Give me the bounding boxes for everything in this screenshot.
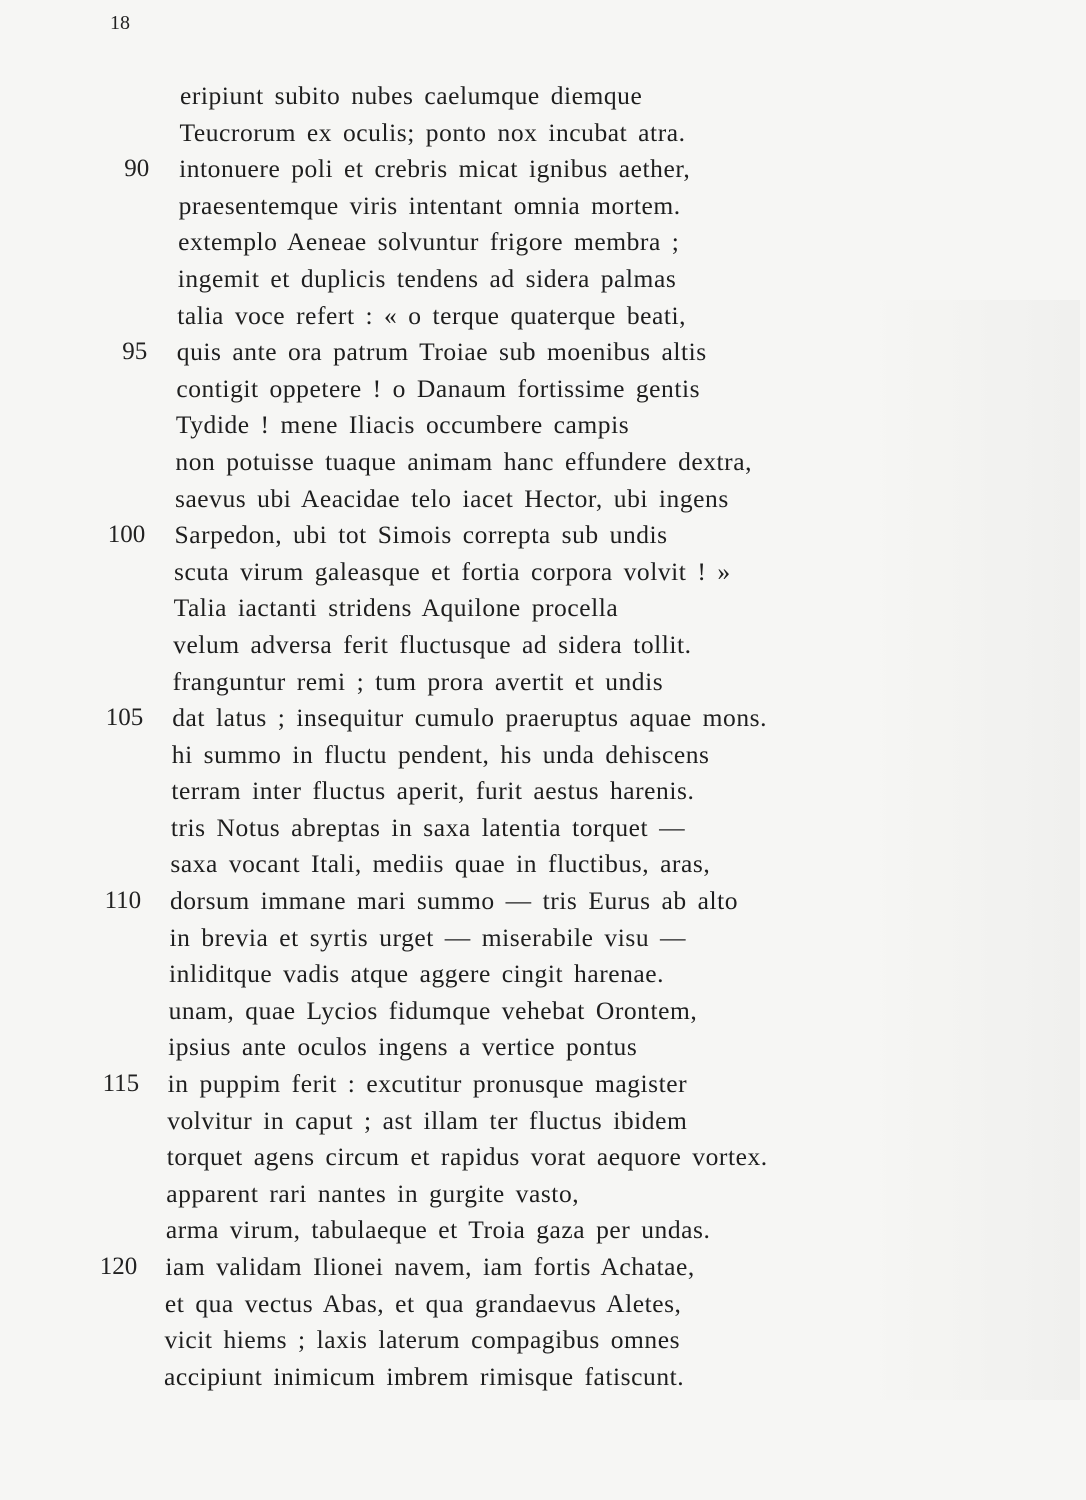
line-text: vicit hiems ; laxis laterum compagibus omnes (164, 1325, 681, 1355)
verse-line (0, 664, 1086, 701)
line-text: unam, quae Lycios fidumque vehebat Orontem, (168, 995, 698, 1025)
line-text: Talia iactanti stridens Aquilone procella (173, 593, 619, 623)
verse-line (0, 1322, 1086, 1359)
line-number: 110 (104, 887, 142, 915)
verse-line (0, 1359, 1086, 1396)
line-text: Tydide ! mene Iliacis occumbere campis (175, 410, 630, 440)
line-text: inliditque vadis atque aggere cingit harenae. (169, 959, 665, 989)
line-text: arma virum, tabulaeque et Troia gaza per undas. (165, 1215, 711, 1245)
verse-line (0, 773, 1086, 810)
line-text: eripiunt subito nubes caelumque diemque (180, 81, 643, 110)
line-text: in puppim ferit : excutitur pronusque magister (167, 1069, 688, 1099)
line-number: 105 (105, 704, 144, 732)
verse-line (0, 407, 1086, 444)
verse-line (0, 188, 1086, 225)
verse-line (0, 517, 1086, 554)
verse-line (0, 1066, 1086, 1103)
line-text: et qua vectus Abas, et qua grandaevus Aletes, (164, 1288, 682, 1318)
line-text: torquet agens circum et rapidus vorat aequore vortex. (166, 1142, 768, 1172)
verse-line (0, 1139, 1086, 1176)
line-text: praesentemque viris intentant omnia mortem. (178, 190, 681, 220)
verse-line (0, 78, 1086, 115)
line-text: saxa vocant Itali, mediis quae in fluctibus, aras, (170, 849, 711, 879)
verse-line (0, 920, 1086, 957)
line-text: accipiunt inimicum imbrem rimisque fatiscunt. (164, 1361, 685, 1391)
verse-line (0, 481, 1086, 518)
verse-line (0, 846, 1086, 883)
verse-line (0, 298, 1086, 335)
verse-line (0, 700, 1086, 737)
line-text: scuta virum galeasque et fortia corpora volvit ! » (174, 556, 731, 586)
verse-line (0, 1286, 1086, 1323)
page-number: 18 (110, 12, 130, 34)
verse-line (0, 554, 1086, 591)
verse-line (0, 737, 1086, 774)
line-text: saevus ubi Aeacidae telo iacet Hector, ubi ingens (174, 483, 729, 513)
verse-line (0, 627, 1086, 664)
verse-line (0, 956, 1086, 993)
verse-line (0, 1103, 1086, 1140)
line-text: ipsius ante oculos ingens a vertice pontus (168, 1032, 638, 1062)
line-text: iam validam Ilionei navem, iam fortis Achatae, (165, 1252, 695, 1281)
line-text: velum adversa ferit fluctusque ad sidera tollit. (173, 629, 692, 659)
line-text: extemplo Aeneae solvuntur frigore membra ; (178, 227, 680, 257)
line-text: tris Notus abreptas in saxa latentia torquet — (170, 812, 686, 842)
verse-line (0, 883, 1086, 920)
verse-line (0, 371, 1086, 408)
line-text: Teucrorum ex oculis; ponto nox incubat atra. (179, 117, 686, 147)
line-text: talia voce refert : « o terque quaterque beati, (177, 300, 687, 330)
line-number: 120 (99, 1253, 138, 1280)
line-text: ingemit et duplicis tendens ad sidera palmas (177, 263, 677, 293)
line-text: terram inter fluctus aperit, furit aestus harenis. (171, 776, 695, 806)
verse-line (0, 590, 1086, 627)
line-number: 100 (107, 521, 146, 549)
verse-block (0, 78, 1086, 1395)
verse-line (0, 224, 1086, 261)
line-text: hi summo in fluctu pendent, his unda dehiscens (171, 739, 710, 769)
line-text: dat latus ; insequitur cumulo praeruptus aquae mons. (172, 703, 768, 733)
verse-line (0, 1212, 1086, 1249)
line-text: contigit oppetere ! o Danaum fortissime gentis (176, 373, 701, 403)
line-text: non potuisse tuaque animam hanc effundere dextra, (175, 446, 753, 476)
verse-line (0, 444, 1086, 481)
line-number: 95 (122, 338, 148, 366)
verse-line (0, 993, 1086, 1030)
verse-line (0, 1029, 1086, 1066)
verse-line (0, 1176, 1086, 1213)
line-text: quis ante ora patrum Troiae sub moenibus altis (176, 337, 707, 367)
line-text: in brevia et syrtis urget — miserabile visu — (169, 922, 687, 952)
line-text: apparent rari nantes in gurgite vasto, (166, 1178, 580, 1208)
line-number: 90 (124, 155, 150, 183)
verse-line (0, 151, 1086, 188)
line-text: dorsum immane mari summo — tris Eurus ab alto (169, 886, 739, 916)
line-text: Sarpedon, ubi tot Simois correpta sub undis (174, 520, 668, 550)
line-number: 115 (102, 1070, 140, 1098)
verse-line (0, 810, 1086, 847)
verse-line (0, 334, 1086, 371)
verse-line (0, 1249, 1086, 1286)
line-text: volvitur in caput ; ast illam ter fluctus ibidem (167, 1105, 688, 1135)
line-text: franguntur remi ; tum prora avertit et undis (172, 666, 664, 696)
verse-line (0, 115, 1086, 152)
line-text: intonuere poli et crebris micat ignibus aether, (179, 154, 691, 184)
verse-line (0, 261, 1086, 298)
